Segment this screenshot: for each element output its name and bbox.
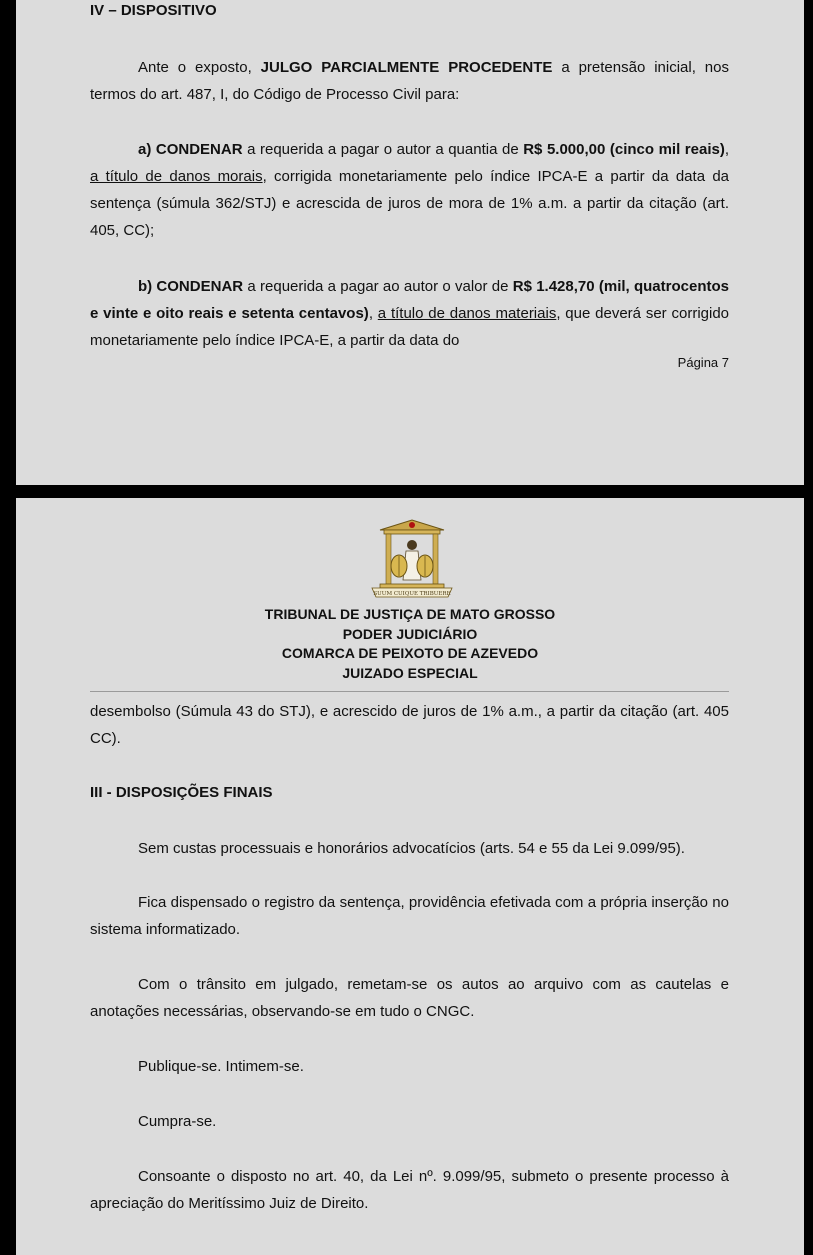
emblem-motto: SUUM CUIQUE TRIBUERE [373, 591, 451, 597]
section-heading-disposicoes-finais: III - DISPOSIÇÕES FINAIS [90, 784, 273, 801]
item-b-text-end: , que deverá ser corrigido monetariamente pelo índice IPCA-E, a partir da data do [90, 305, 730, 349]
page-number: Página 7 [677, 355, 729, 370]
item-a-text: a requerida a pagar o autor a quantia de [242, 141, 524, 158]
letterhead-tribunal: TRIBUNAL DE JUSTIÇA DE MATO GROSSO [264, 606, 556, 622]
intro-verdict: JULGO PARCIALMENTE PROCEDENTE [260, 59, 553, 76]
final-paragraph-5: Cumpra-se. [138, 1113, 217, 1130]
item-b-sep: , [368, 305, 378, 322]
item-a-amount: R$ 5.000,00 (cinco mil reais) [523, 141, 725, 158]
final-paragraph-3: Com o trânsito em julgado, remetam-se os autos ao arquivo com as cautelas e anotações necessárias, observando-se em tudo o CNGC. [90, 976, 729, 1020]
final-paragraph-4: Publique-se. Intimem-se. [138, 1058, 304, 1075]
item-a-text-end: , corrigida monetariamente pelo índice IPCA-E a partir da data da sentença (súmula 362/STJ) e acrescida de juros de mora de 1% a.m. a partir da citação (art. 405, CC); [90, 168, 730, 239]
final-paragraph-2: Fica dispensado o registro da sentença, providência efetivada com a própria inserção no sistema informatizado. [90, 894, 729, 938]
final-paragraph-1: Sem custas processuais e honorários advocatícios (arts. 54 e 55 da Lei 9.099/95). [138, 840, 685, 857]
item-a-label: a) CONDENAR [138, 141, 243, 158]
section-heading-dispositivo: IV – DISPOSITIVO [90, 2, 217, 19]
intro-paragraph [90, 54, 729, 108]
item-b-text: a requerida a pagar ao autor o valor de [243, 278, 513, 295]
final-paragraph-6: Consoante o disposto no art. 40, da Lei nº. 9.099/95, submeto o presente processo à apreciação do Meritíssimo Juiz de Direito. [90, 1168, 729, 1212]
item-a-sep: , [724, 141, 730, 158]
intro-text: Ante o exposto, [138, 59, 261, 76]
court-letterhead [16, 605, 804, 683]
intro-text-end: a pretensão inicial, nos termos do art. 487, I, do Código de Processo Civil para: [90, 59, 729, 103]
item-b-paragraph [90, 273, 729, 354]
document-page-7 [16, 0, 804, 485]
item-a-paragraph [90, 136, 729, 244]
court-emblem-icon [366, 518, 458, 600]
letterhead-divider [90, 691, 729, 692]
continuation-paragraph: desembolso (Súmula 43 do STJ), e acrescido de juros de 1% a.m., a partir da citação (art. 405 CC). [90, 703, 729, 747]
item-b-label: b) CONDENAR [138, 278, 244, 295]
letterhead-poder: PODER JUDICIÁRIO [342, 625, 478, 642]
letterhead-comarca: COMARCA DE PEIXOTO DE AZEVEDO [281, 645, 539, 661]
letterhead-juizado: JUIZADO ESPECIAL [342, 664, 478, 681]
item-b-damages-type: a título de danos materiais [377, 305, 557, 322]
document-page-8 [16, 498, 804, 1255]
item-b-amount: R$ 1.428,70 (mil, quatrocentos e vinte e oito reais e setenta centavos) [90, 278, 729, 322]
item-a-damages-type: a título de danos morais [90, 168, 263, 185]
